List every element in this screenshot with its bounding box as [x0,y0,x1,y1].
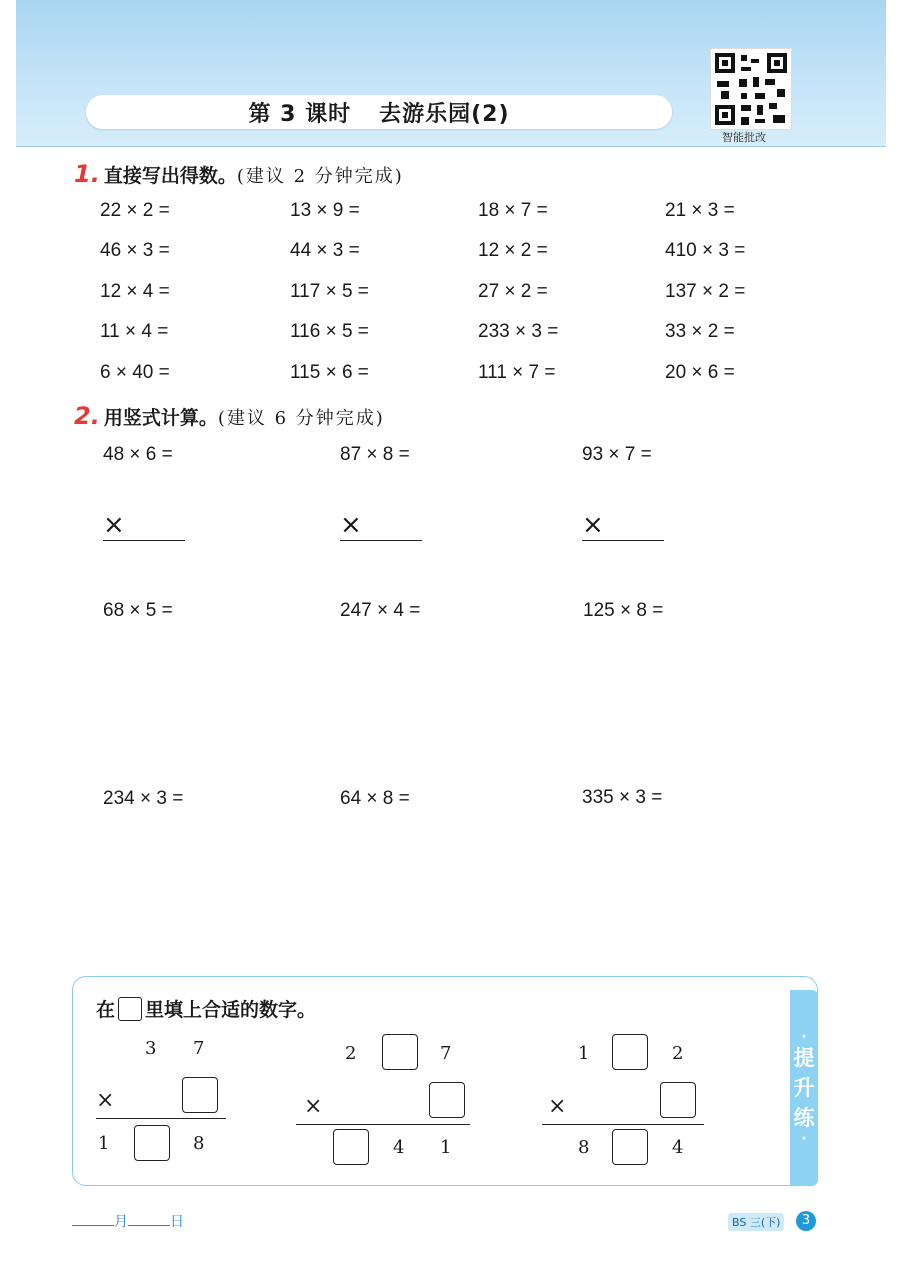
month-blank[interactable] [72,1225,114,1226]
answer-line [340,540,422,541]
mental-calc-item: 11 × 4 = [100,321,169,342]
vertical-calc-item: 247 × 4 = [340,600,421,621]
digit: 4 [672,1137,684,1158]
digit: 8 [578,1137,590,1158]
tab-char: 练 [793,1106,815,1130]
bonus-heading [96,995,316,1022]
bonus-title-prefix: 在 [96,999,116,1021]
times-sign: × [548,1094,567,1119]
digit: 2 [345,1043,357,1064]
mental-calc-item: 115 × 6 = [290,362,369,383]
bonus-title-suffix: 里填上合适的数字。 [145,999,317,1021]
digit: 1 [98,1133,110,1154]
fill-box[interactable] [134,1125,170,1161]
section2-title: 用竖式计算。 [103,407,218,429]
digit: 3 [145,1038,157,1059]
mental-calc-item: 410 × 3 = [665,240,746,261]
section2-number: 2. [74,402,100,430]
mental-calc-item: 116 × 5 = [290,321,369,342]
times-sign: × [340,510,362,540]
vertical-calc-item: 68 × 5 = [103,600,173,621]
section2-heading [74,402,385,430]
blank-box-icon [118,997,142,1021]
mental-calc-item: 21 × 3 = [665,200,735,221]
digit: 2 [672,1043,684,1064]
mental-calc-item: 111 × 7 = [478,362,556,383]
answer-line [582,540,664,541]
mental-calc-item: 27 × 2 = [478,281,548,302]
qr-label: 智能批改 [722,131,766,144]
tab-dot: · [801,1029,807,1045]
digit: 7 [440,1043,452,1064]
times-sign: × [304,1094,323,1119]
mental-calc-item: 12 × 2 = [478,240,548,261]
mental-calc-item: 18 × 7 = [478,200,548,221]
tab-char: 升 [793,1076,815,1100]
vertical-calc-item: 93 × 7 = [582,444,652,465]
result-line [296,1124,470,1125]
fill-box[interactable] [333,1129,369,1165]
answer-line [103,540,185,541]
times-sign: × [96,1088,115,1113]
result-line [542,1124,704,1125]
book-label: BS 三(下) [728,1213,784,1231]
section1-number: 1. [74,160,100,188]
times-sign: × [582,510,604,540]
page-number: 3 [796,1211,816,1231]
lesson-title: 去游乐园(2) [379,101,510,127]
vertical-calc-item: 48 × 6 = [103,444,173,465]
mental-calc-item: 33 × 2 = [665,321,735,342]
fill-box[interactable] [660,1082,696,1118]
bonus-tab [790,990,818,1186]
month-label: 月 [114,1214,128,1230]
tab-char: 提 [793,1046,815,1070]
digit: 4 [393,1137,405,1158]
mental-calc-item: 117 × 5 = [290,281,369,302]
fill-box[interactable] [182,1077,218,1113]
mental-calc-item: 6 × 40 = [100,362,170,383]
fill-box[interactable] [429,1082,465,1118]
vertical-calc-item: 335 × 3 = [582,787,663,808]
fill-box[interactable] [612,1129,648,1165]
mental-calc-item: 137 × 2 = [665,281,746,302]
digit: 7 [193,1038,205,1059]
mental-calc-item: 13 × 9 = [290,200,360,221]
vertical-calc-item: 234 × 3 = [103,788,184,809]
date-field [72,1211,184,1231]
qr-code-icon[interactable] [710,48,792,130]
section2-hint: (建议 6 分钟完成) [217,408,385,429]
mental-calc-item: 46 × 3 = [100,240,170,261]
lesson-number: 第 3 课时 [248,101,352,127]
day-label: 日 [170,1214,184,1230]
fill-box[interactable] [612,1034,648,1070]
section1-title: 直接写出得数。 [103,165,237,187]
fill-box[interactable] [382,1034,418,1070]
mental-calc-item: 20 × 6 = [665,362,735,383]
vertical-calc-item: 87 × 8 = [340,444,410,465]
section1-heading [74,160,404,188]
digit: 1 [440,1137,452,1158]
section1-hint: (建议 2 分钟完成) [236,166,404,187]
result-line [96,1118,226,1119]
mental-calc-item: 12 × 4 = [100,281,170,302]
mental-calc-item: 22 × 2 = [100,200,170,221]
times-sign: × [103,510,125,540]
vertical-calc-item: 64 × 8 = [340,788,410,809]
mental-calc-item: 44 × 3 = [290,240,360,261]
day-blank[interactable] [128,1225,170,1226]
mental-calc-item: 233 × 3 = [478,321,559,342]
tab-dot: · [801,1131,807,1147]
digit: 1 [578,1043,590,1064]
lesson-title-bar [86,95,672,129]
vertical-calc-item: 125 × 8 = [583,600,664,621]
digit: 8 [193,1133,205,1154]
